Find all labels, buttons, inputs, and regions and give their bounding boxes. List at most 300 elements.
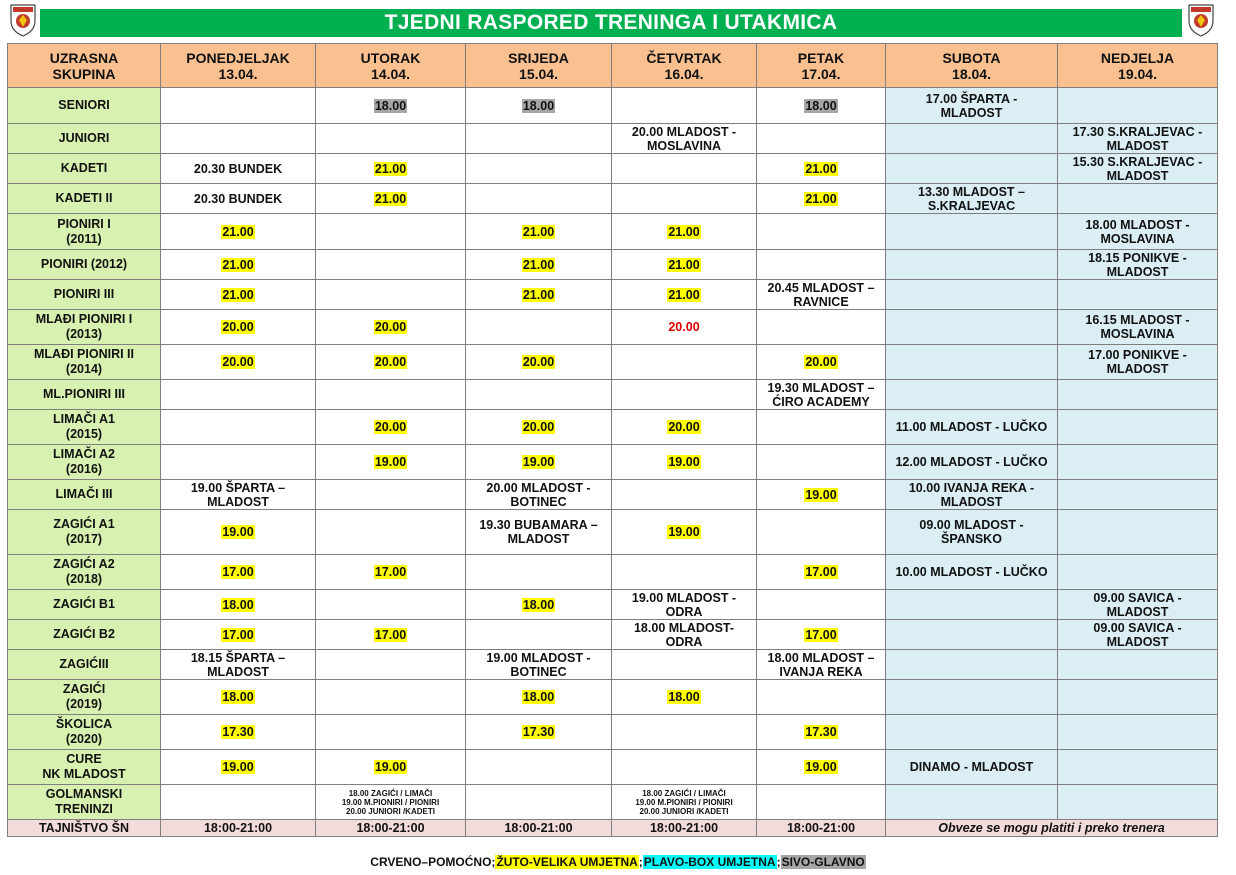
session-text: 18.15 PONIKVE - <box>1088 250 1187 265</box>
schedule-cell <box>757 590 886 620</box>
session-text: 17.00 <box>222 627 254 642</box>
day-name: PETAK <box>797 49 845 66</box>
session-text: 21.00 <box>222 257 254 272</box>
schedule-cell <box>612 184 757 214</box>
session-text: 18.00 <box>222 690 254 704</box>
schedule-row <box>8 214 1218 250</box>
session-text: 18.00 MLADOST - <box>1085 217 1190 232</box>
age-group-label: (2016) <box>65 462 103 476</box>
schedule-row <box>8 480 1218 510</box>
session-text: MOSLAVINA <box>1100 231 1175 246</box>
schedule-cell <box>466 410 612 445</box>
session-text: MLADOST <box>940 105 1003 120</box>
schedule-row <box>8 785 1218 820</box>
session-text: 12.00 MLADOST - LUČKO <box>895 455 1048 469</box>
age-group-cell <box>8 214 161 250</box>
schedule-cell <box>886 750 1058 785</box>
session-text: MLADOST <box>1106 634 1169 649</box>
schedule-cell <box>466 250 612 280</box>
schedule-cell <box>1058 380 1218 410</box>
office-hours-cell: 18:00-21:00 <box>161 820 316 837</box>
schedule-cell <box>1058 590 1218 620</box>
age-group-label: (2011) <box>66 231 102 246</box>
age-group-label: TRENINZI <box>55 802 113 816</box>
schedule-cell <box>316 480 466 510</box>
age-group-cell <box>8 345 161 380</box>
schedule-cell <box>757 280 886 310</box>
session-text: MLADOST <box>507 532 570 546</box>
schedule-cell <box>316 280 466 310</box>
schedule-cell <box>886 345 1058 380</box>
age-group-cell <box>8 310 161 345</box>
office-hours-cell: 18:00-21:00 <box>316 820 466 837</box>
schedule-cell <box>161 785 316 820</box>
schedule-cell <box>161 510 316 555</box>
schedule-cell <box>1058 154 1218 184</box>
schedule-cell <box>466 445 612 480</box>
schedule-cell <box>1058 310 1218 345</box>
age-group-label: MLAĐI PIONIRI I <box>35 312 133 326</box>
schedule-cell <box>612 510 757 555</box>
schedule-cell <box>757 715 886 750</box>
age-group-label: ZAGIĆI <box>62 682 106 696</box>
schedule-cell <box>886 214 1058 250</box>
session-text: 20.30 BUNDEK <box>193 161 283 176</box>
session-text: S.KRALJEVAC <box>927 198 1016 213</box>
age-group-label: (2019) <box>65 697 103 711</box>
schedule-cell <box>757 750 886 785</box>
session-text: 20.00 JUNIORI /KADETI <box>346 806 435 816</box>
schedule-cell <box>757 480 886 510</box>
schedule-table <box>7 43 1218 837</box>
schedule-cell <box>757 310 886 345</box>
schedule-row <box>8 280 1218 310</box>
session-text: ODRA <box>665 634 703 649</box>
schedule-cell <box>161 380 316 410</box>
session-text: 20.00 MLADOST - <box>486 480 591 495</box>
schedule-cell <box>1058 445 1218 480</box>
legend-item: ; <box>776 855 781 869</box>
schedule-row <box>8 380 1218 410</box>
schedule-cell <box>1058 620 1218 650</box>
session-text: RAVNICE <box>793 294 849 309</box>
age-group-label: LIMAČI III <box>55 487 113 501</box>
schedule-cell <box>466 310 612 345</box>
session-text: 11.00 MLADOST - LUČKO <box>895 420 1048 434</box>
schedule-cell <box>612 480 757 510</box>
header-group-cell <box>8 44 161 88</box>
schedule-cell <box>1058 650 1218 680</box>
session-text: 20.00 <box>522 420 555 434</box>
schedule-cell <box>1058 214 1218 250</box>
session-text: 18.00 <box>522 690 555 704</box>
session-text: 18.00 <box>374 98 407 113</box>
schedule-cell <box>886 310 1058 345</box>
schedule-cell <box>316 310 466 345</box>
schedule-cell <box>757 620 886 650</box>
session-text: 20.00 <box>222 320 254 334</box>
session-text: ĆIRO ACADEMY <box>772 394 870 409</box>
schedule-cell <box>466 785 612 820</box>
schedule-cell <box>316 555 466 590</box>
schedule-cell <box>612 214 757 250</box>
schedule-cell <box>161 310 316 345</box>
session-text: 17.30 <box>522 725 555 739</box>
schedule-body <box>8 88 1218 820</box>
session-text: 19.00 M.PIONIRI / PIONIRI <box>635 797 733 807</box>
schedule-cell <box>1058 680 1218 715</box>
age-group-label: (2015) <box>65 427 103 441</box>
age-group-cell <box>8 620 161 650</box>
schedule-cell <box>161 445 316 480</box>
schedule-cell <box>886 510 1058 555</box>
header-day-cell <box>316 44 466 88</box>
age-group-label: LIMAČI A2 <box>52 447 116 461</box>
session-text: 17.00 <box>374 627 407 642</box>
payment-note: Obveze se mogu platiti i preko trenera <box>886 820 1218 837</box>
schedule-cell <box>466 590 612 620</box>
session-text: MLADOST <box>1106 362 1169 376</box>
schedule-cell <box>316 410 466 445</box>
schedule-cell <box>161 715 316 750</box>
header-day-cell <box>612 44 757 88</box>
age-group-label: ZAGIĆI A2 <box>53 557 115 571</box>
schedule-cell <box>886 184 1058 214</box>
session-text: DINAMO - MLADOST <box>909 760 1034 774</box>
age-group-label: NK MLADOST <box>42 767 126 781</box>
schedule-cell <box>316 785 466 820</box>
schedule-row <box>8 620 1218 650</box>
header-day-cell <box>1058 44 1218 88</box>
day-date: 13.04. <box>218 65 258 82</box>
age-group-cell <box>8 410 161 445</box>
session-text: BOTINEC <box>510 494 567 509</box>
schedule-cell <box>886 250 1058 280</box>
session-text: 10.00 MLADOST - LUČKO <box>895 565 1048 579</box>
session-text: 17.30 S.KRALJEVAC - <box>1072 124 1203 139</box>
schedule-row <box>8 310 1218 345</box>
age-group-label: CURE <box>66 752 102 766</box>
session-text: 19.00 <box>805 760 837 774</box>
day-name: SRIJEDA <box>508 49 569 66</box>
schedule-cell <box>161 345 316 380</box>
schedule-cell <box>161 184 316 214</box>
schedule-cell <box>886 280 1058 310</box>
age-group-label: PIONIRI I <box>57 216 111 231</box>
session-text: 19.00 <box>522 455 555 469</box>
age-group-label: PIONIRI III <box>53 287 115 301</box>
header-group-line: SKUPINA <box>52 65 116 82</box>
age-group-cell <box>8 510 161 555</box>
session-text: 17.00 <box>805 627 837 642</box>
schedule-cell <box>161 620 316 650</box>
session-text: MOSLAVINA <box>646 138 722 153</box>
session-text: BOTINEC <box>510 664 567 679</box>
schedule-cell <box>612 555 757 590</box>
schedule-cell <box>612 380 757 410</box>
session-text: 20.00 <box>374 420 407 434</box>
schedule-cell <box>1058 785 1218 820</box>
schedule-cell <box>612 620 757 650</box>
schedule-cell <box>161 590 316 620</box>
schedule-cell <box>466 214 612 250</box>
session-text: 18.15 ŠPARTA – <box>190 650 286 665</box>
schedule-row <box>8 250 1218 280</box>
schedule-cell <box>612 590 757 620</box>
schedule-cell <box>886 555 1058 590</box>
age-group-label: GOLMANSKI <box>45 787 123 801</box>
legend-item: ŽUTO-VELIKA UMJETNA <box>496 855 638 869</box>
schedule-cell <box>466 480 612 510</box>
age-group-label: LIMAČI A1 <box>52 412 116 426</box>
schedule-cell <box>1058 184 1218 214</box>
schedule-cell <box>886 480 1058 510</box>
schedule-cell <box>316 88 466 124</box>
schedule-cell <box>757 785 886 820</box>
schedule-cell <box>1058 510 1218 555</box>
age-group-label: (2017) <box>65 532 103 546</box>
session-text: 20.00 <box>668 420 700 434</box>
schedule-cell <box>161 250 316 280</box>
day-name: NEDJELJA <box>1100 49 1175 66</box>
session-text: 09.00 SAVICA - <box>1093 620 1182 635</box>
schedule-cell <box>612 154 757 184</box>
schedule-cell <box>316 250 466 280</box>
schedule-cell <box>757 214 886 250</box>
session-text: 19.00 <box>222 760 254 774</box>
age-group-label: ZAGIĆI B2 <box>53 627 115 641</box>
age-group-label: ŠKOLICA <box>55 717 113 731</box>
session-text: 17.00 <box>374 565 407 579</box>
schedule-cell <box>1058 345 1218 380</box>
session-text: 20.00 <box>374 355 407 369</box>
schedule-cell <box>612 124 757 154</box>
session-text: MLADOST <box>940 494 1003 509</box>
session-text: MOSLAVINA <box>1100 327 1175 341</box>
age-group-cell <box>8 250 161 280</box>
session-text: 13.30 MLADOST – <box>918 184 1025 199</box>
schedule-cell <box>757 680 886 715</box>
legend-item: PLAVO-BOX UMJETNA <box>643 855 776 869</box>
day-name: ČETVRTAK <box>646 49 722 66</box>
session-text: ODRA <box>665 604 703 619</box>
age-group-cell <box>8 154 161 184</box>
age-group-label: ZAGIĆIII <box>59 657 109 671</box>
schedule-cell <box>466 88 612 124</box>
age-group-cell <box>8 88 161 124</box>
session-text: 17.30 <box>805 725 837 739</box>
session-text: 19.00 M.PIONIRI / PIONIRI <box>341 797 440 807</box>
schedule-cell <box>757 345 886 380</box>
session-text: 18.00 <box>222 597 254 612</box>
schedule-cell <box>757 380 886 410</box>
session-text: 20.00 JUNIORI /KADETI <box>639 806 729 816</box>
schedule-cell <box>757 250 886 280</box>
age-group-cell <box>8 280 161 310</box>
session-text: 17.30 <box>222 725 254 739</box>
age-group-label: JUNIORI <box>58 131 110 145</box>
schedule-cell <box>316 620 466 650</box>
age-group-label: ML.PIONIRI III <box>43 387 125 401</box>
session-text: 18.00 MLADOST – <box>767 650 875 665</box>
session-text: 16.15 MLADOST - <box>1085 313 1190 327</box>
session-text: 21.00 <box>374 161 407 176</box>
age-group-cell <box>8 650 161 680</box>
schedule-cell <box>1058 250 1218 280</box>
header-row <box>8 44 1218 88</box>
schedule-cell <box>161 555 316 590</box>
session-text: 17.00 PONIKVE - <box>1088 348 1187 362</box>
session-text: 21.00 <box>374 191 407 206</box>
age-group-cell <box>8 124 161 154</box>
schedule-cell <box>316 715 466 750</box>
schedule-row <box>8 590 1218 620</box>
schedule-cell <box>161 88 316 124</box>
session-text: 20.30 BUNDEK <box>193 191 283 206</box>
header-day-cell <box>886 44 1058 88</box>
day-date: 15.04. <box>519 65 558 82</box>
session-text: MLADOST <box>1106 604 1169 619</box>
age-group-label: ZAGIĆI B1 <box>53 597 115 611</box>
schedule-cell <box>161 124 316 154</box>
schedule-cell <box>316 154 466 184</box>
schedule-row <box>8 750 1218 785</box>
schedule-cell <box>757 650 886 680</box>
session-text: 19.00 ŠPARTA – <box>190 480 286 495</box>
schedule-cell <box>886 650 1058 680</box>
legend-item: CRVENO–POMOĆNO; <box>370 855 496 869</box>
schedule-row <box>8 510 1218 555</box>
header-day-cell <box>161 44 316 88</box>
schedule-cell <box>161 214 316 250</box>
session-text: 20.00 <box>522 355 555 369</box>
schedule-cell <box>466 154 612 184</box>
session-text: 20.00 <box>668 320 700 334</box>
session-text: 20.00 <box>805 355 837 369</box>
schedule-row <box>8 345 1218 380</box>
session-text: 19.00 <box>668 455 700 469</box>
schedule-cell <box>612 250 757 280</box>
session-text: MLADOST <box>1106 138 1169 153</box>
schedule-cell <box>886 154 1058 184</box>
session-text: 19.00 <box>805 487 837 502</box>
age-group-label: KADETI <box>60 161 108 175</box>
schedule-cell <box>886 785 1058 820</box>
schedule-cell <box>466 650 612 680</box>
secretariat-label: TAJNIŠTVO ŠN <box>8 820 161 837</box>
club-logo-icon <box>1186 3 1216 37</box>
day-date: 19.04. <box>1118 65 1157 82</box>
schedule-cell <box>612 88 757 124</box>
session-text: 15.30 S.KRALJEVAC - <box>1072 154 1203 169</box>
age-group-label: SENIORI <box>58 98 110 112</box>
secretariat-row <box>8 820 1218 837</box>
schedule-cell <box>757 184 886 214</box>
session-text: 19.30 MLADOST – <box>767 380 875 395</box>
session-text: 18.00 <box>805 98 837 113</box>
session-text: ŠPANSKO <box>941 532 1002 546</box>
age-group-cell <box>8 590 161 620</box>
day-date: 17.04. <box>801 65 841 82</box>
schedule-cell <box>316 750 466 785</box>
schedule-cell <box>886 620 1058 650</box>
schedule-cell <box>316 650 466 680</box>
session-text: 21.00 <box>522 257 555 272</box>
schedule-cell <box>886 410 1058 445</box>
schedule-cell <box>1058 480 1218 510</box>
session-text: 09.00 SAVICA - <box>1093 590 1182 605</box>
schedule-row <box>8 715 1218 750</box>
schedule-row <box>8 445 1218 480</box>
schedule-cell <box>886 680 1058 715</box>
schedule-cell <box>1058 124 1218 154</box>
schedule-cell <box>757 154 886 184</box>
day-name: UTORAK <box>360 49 421 66</box>
club-logo-icon <box>8 3 38 37</box>
session-text: MLADOST <box>1106 264 1169 279</box>
schedule-row <box>8 124 1218 154</box>
schedule-cell <box>316 380 466 410</box>
schedule-cell <box>466 124 612 154</box>
schedule-cell <box>466 184 612 214</box>
schedule-cell <box>612 750 757 785</box>
schedule-cell <box>1058 750 1218 785</box>
day-name: PONEDJELJAK <box>186 49 290 66</box>
session-text: MLADOST <box>207 494 269 509</box>
schedule-cell <box>1058 88 1218 124</box>
schedule-row <box>8 154 1218 184</box>
schedule-cell <box>316 510 466 555</box>
session-text: 21.00 <box>668 224 700 239</box>
session-text: 18.00 <box>522 98 555 113</box>
legend-item: SIVO-GLAVNO <box>781 855 865 869</box>
session-text: 21.00 <box>522 287 555 302</box>
schedule-cell <box>612 680 757 715</box>
schedule-cell <box>161 280 316 310</box>
session-text: 17.00 ŠPARTA - <box>925 91 1018 106</box>
age-group-label: (2013) <box>65 327 103 341</box>
schedule-cell <box>466 715 612 750</box>
schedule-cell <box>466 680 612 715</box>
schedule-cell <box>612 280 757 310</box>
schedule-cell <box>1058 715 1218 750</box>
schedule-cell <box>466 620 612 650</box>
session-text: 20.00 <box>222 355 254 369</box>
schedule-cell <box>757 410 886 445</box>
session-text: 18.00 ZAGIĆI / LIMAČI <box>348 788 433 798</box>
age-group-label: ZAGIĆI A1 <box>53 517 115 531</box>
schedule-cell <box>757 555 886 590</box>
session-text: 18.00 MLADOST- <box>633 620 735 635</box>
age-group-cell <box>8 715 161 750</box>
schedule-row <box>8 410 1218 445</box>
day-date: 16.04. <box>664 65 704 82</box>
session-text: 18.00 <box>522 597 555 612</box>
age-group-label: (2014) <box>65 362 103 376</box>
age-group-label: (2020) <box>65 732 103 746</box>
page-title: TJEDNI RASPORED TRENINGA I UTAKMICA <box>40 9 1182 37</box>
schedule-cell <box>886 124 1058 154</box>
age-group-cell <box>8 380 161 410</box>
schedule-cell <box>161 680 316 715</box>
schedule-cell <box>161 154 316 184</box>
schedule-cell <box>757 510 886 555</box>
session-text: 17.00 <box>805 565 837 579</box>
schedule-cell <box>316 445 466 480</box>
session-text: 21.00 <box>668 287 700 302</box>
schedule-cell <box>316 590 466 620</box>
session-text: 19.00 MLADOST - <box>486 650 591 665</box>
